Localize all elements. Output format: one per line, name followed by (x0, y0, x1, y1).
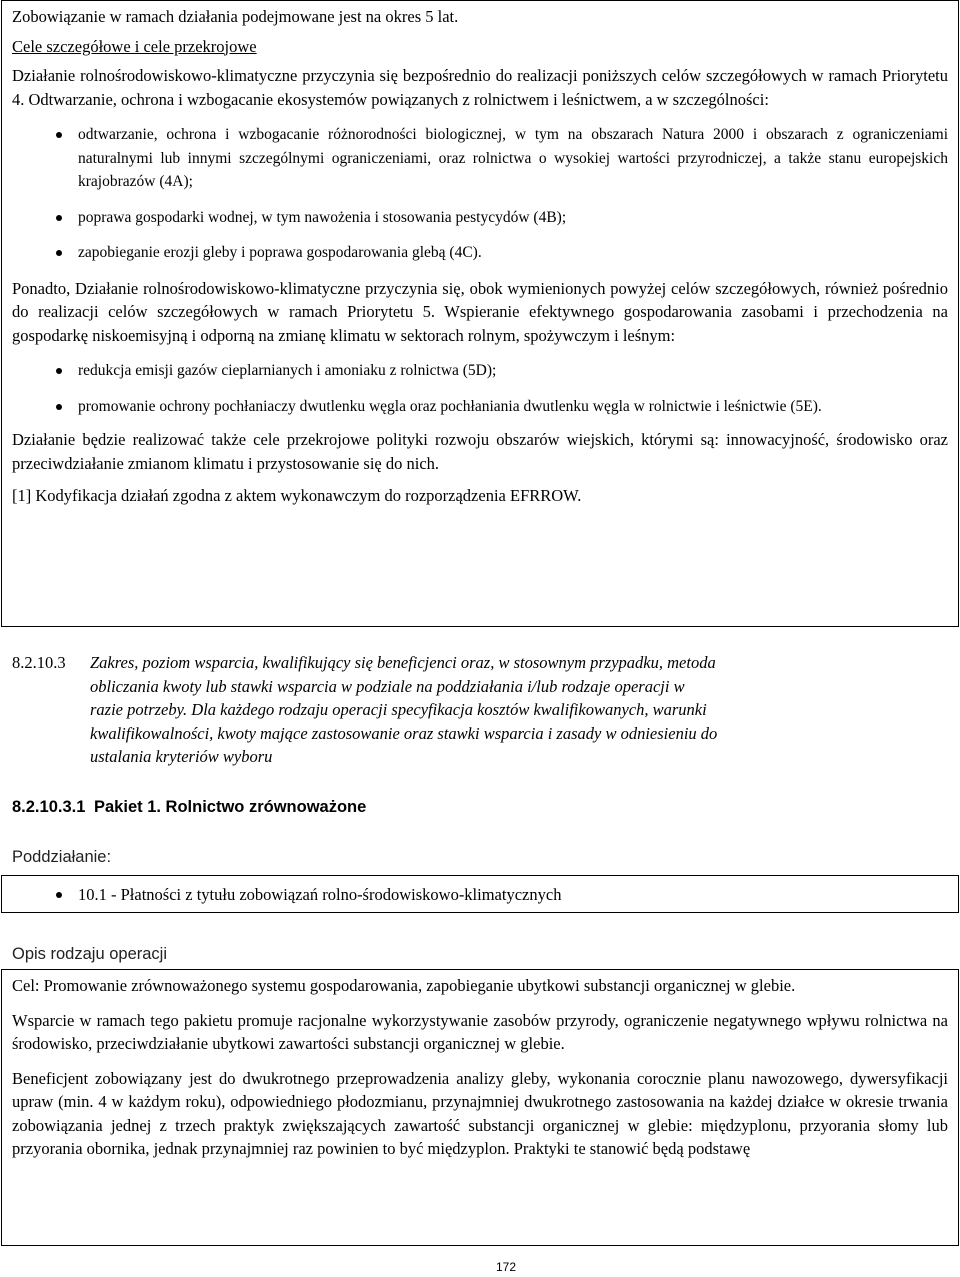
paragraph-1: Działanie rolnośrodowiskowo-klimatyczne przyczynia się bezpośrednio do realizacji poniższych celów szczegółowych w ramach Priorytetu 4. Odtwarzanie, ochrona i wzbogacanie ekosystemów powiązanych z rolnictwem i leśnictwem, a w szczególności: (12, 66, 948, 109)
list-item (12, 241, 948, 265)
operation-paragraph-2: Wsparcie w ramach tego pakietu promuje racjonalne wykorzystywanie zasobów przyrody, ograniczenie negatywnego wpływu rolnictwa na środowisko, przeciwdziałanie ubytkowi zawartości substancji organicznej w glebie. (12, 1010, 948, 1053)
section-title-line: Zakres, poziom wsparcia, kwalifikujący się beneficjenci oraz, w stosownym przypadku, metoda (90, 653, 716, 672)
paragraph-2: Ponadto, Działanie rolnośrodowiskowo-klimatyczne przyczynia się, obok wymienionych powyżej celów szczegółowych, również pośrednio do realizacji celów szczegółowych w ramach Priorytetu 5. Wspieranie efektywnego gospodarowania zasobami i przechodzenia na gospodarkę niskoemisyjną i odporną na zmianę klimatu w sektorach rolnym, spożywczym i leśnym: (12, 278, 948, 345)
objectives-box (1, 0, 959, 627)
list-item-text: zapobieganie erozji gleby i poprawa gospodarowania glebą (4C). (78, 244, 482, 261)
operation-paragraph-3: Beneficjent zobowiązany jest do dwukrotnego przeprowadzenia analizy gleby, wykonania corocznie planu nawozowego, dywersyfikacji upraw (min. 4 w każdym roku), odpowiedniego płodozmianu, przynajmniej dwukrotnego zastosowania na każdej działce w okresie trwania zobowiązania jednej z trzech praktyk zwiększających zawartość substancji organicznej w glebie: międzyplonu, przyorania słomy lub przyorania obornika, jednak przynajmniej raz powinien to być międzyplon. Praktyki te stanowić będą podstawę (12, 1068, 948, 1158)
subsection-title: Pakiet 1. Rolnictwo zrównoważone (94, 798, 367, 816)
list-item-text: poprawa gospodarki wodnej, w tym nawożenia i stosowania pestycydów (4B); (78, 208, 567, 226)
list-item-text: redukcja emisji gazów cieplarnianych i amoniaku z rolnictwa (5D); (78, 362, 497, 379)
section-title-line: obliczania kwoty lub stawki wsparcia w podziale na poddziałania i/lub rodzaje operacji w (90, 676, 685, 696)
bullet-list-1 (12, 123, 948, 265)
section-number: 8.2.10.3 (12, 653, 66, 672)
page-number: 172 (495, 1260, 517, 1274)
bullet-icon (56, 132, 62, 138)
paragraph-3: Działanie będzie realizować także cele przekrojowe polityki rozwoju obszarów wiejskich, którymi są: innowacyjność, środowisko oraz przeciwdziałanie zmianom klimatu i przystosowanie się do nich. (12, 430, 948, 473)
section-title-line: razie potrzeby. Dla każdego rodzaju operacji specyfikacja kosztów kwalifikowanych, warunki (90, 700, 707, 719)
subaction-item: 10.1 - Płatności z tytułu zobowiązań rolno-środowiskowo-klimatycznych (78, 885, 562, 904)
subaction-label: Poddziałanie: (12, 848, 112, 866)
bullet-icon (56, 368, 62, 374)
list-item (12, 206, 948, 230)
section-heading: Cele szczegółowe i cele przekrojowe (12, 36, 257, 56)
operation-box (1, 969, 959, 1246)
list-item-text: odtwarzanie, ochrona i wzbogacanie różnorodności biologicznej, w tym na obszarach Natura 2000 i obszarach z ograniczeniami naturalnymi lub innymi szczególnymi ograniczeniami, oraz rolnictwa o wysokiej wartości przyrodniczej, a także stanu europejskich krajobrazów (4A); (78, 126, 948, 190)
footnote: [1] Kodyfikacja działań zgodna z aktem wykonawczym do rozporządzenia EFRROW. (12, 486, 582, 505)
list-item (12, 123, 948, 194)
operation-paragraph-1: Cel: Promowanie zrównoważonego systemu gospodarowania, zapobieganie ubytkowi substancji organicznej w glebie. (12, 976, 796, 995)
subsection-number: 8.2.10.3.1 (12, 798, 86, 816)
operation-label: Opis rodzaju operacji (12, 945, 167, 963)
section-title-line: kwalifikowalności, kwoty mające zastosowanie oraz stawki wsparcia i zasady w odniesieniu do (90, 723, 718, 743)
list-item (12, 359, 948, 383)
intro-text: Zobowiązanie w ramach działania podejmowane jest na okres 5 lat. (12, 7, 459, 26)
bullet-icon (56, 215, 62, 221)
subaction-box (1, 875, 959, 913)
bullet-icon (56, 250, 62, 256)
list-item-text: promowanie ochrony pochłaniaczy dwutlenku węgla oraz pochłaniania dwutlenku węgla w rolnictwie i leśnictwie (5E). (78, 397, 822, 415)
list-item (12, 395, 948, 419)
bullet-list-2 (12, 359, 948, 418)
bullet-icon (56, 892, 62, 898)
section-title-line: ustalania kryteriów wyboru (90, 747, 273, 766)
bullet-icon (56, 404, 62, 410)
section-8-2-10-3-1 (12, 796, 366, 818)
